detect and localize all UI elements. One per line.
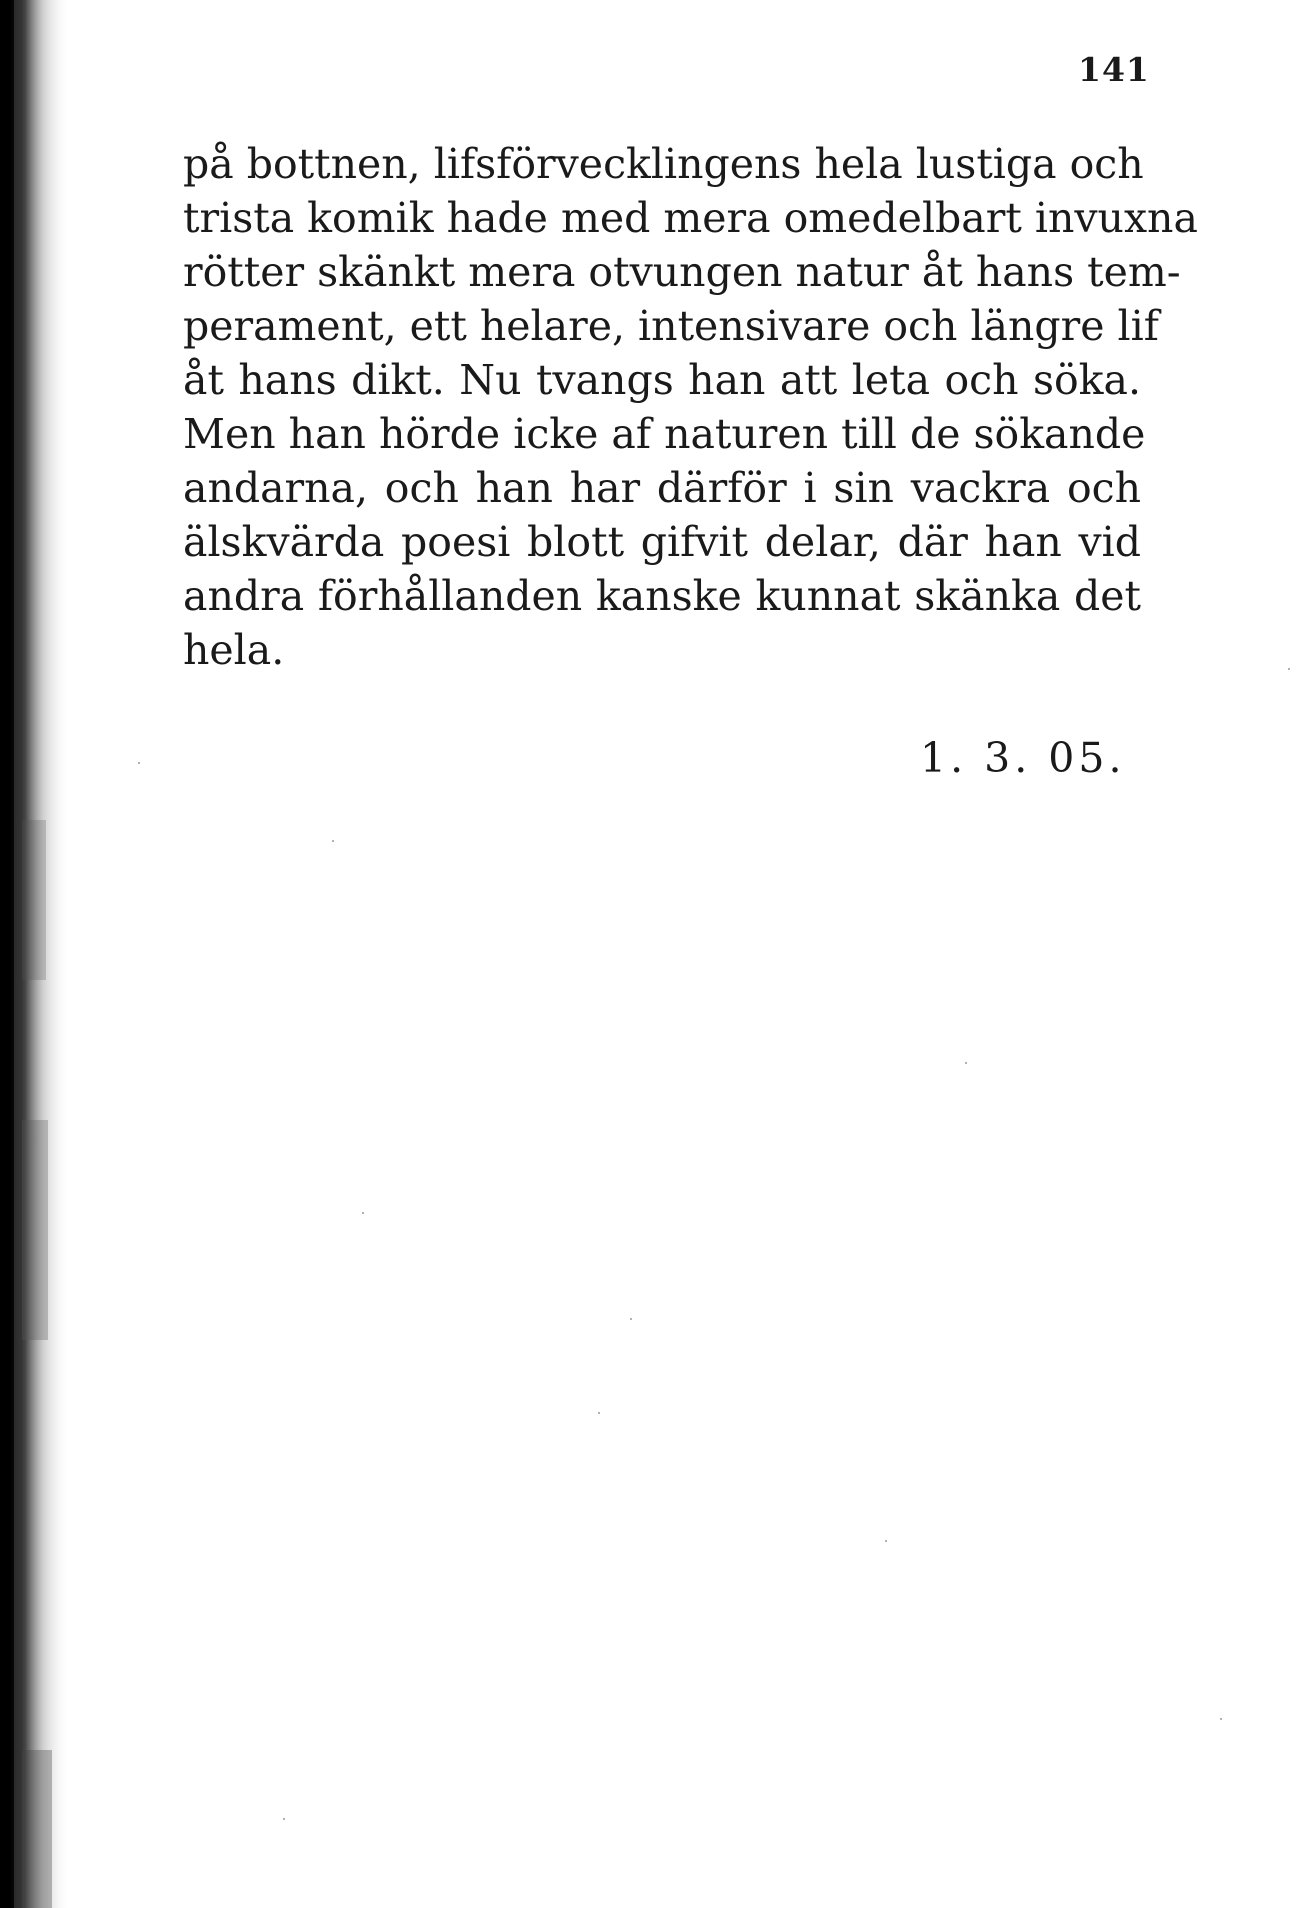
text-line: på bottnen, lifsförvecklingens hela lustiga och [183, 140, 1144, 188]
scan-speck [965, 1062, 967, 1064]
text-line: trista komik hade med mera omedelbart invuxna [183, 194, 1198, 242]
scan-speck [598, 1412, 600, 1414]
scan-speck [332, 840, 334, 842]
scan-speck [885, 1540, 887, 1542]
text-line: rötter skänkt mera otvungen natur åt hans tem- [183, 248, 1181, 296]
binding-edge-scan-shadow [0, 0, 70, 1908]
text-line: älskvärda poesi blott gifvit delar, där han vid [183, 518, 1141, 566]
text-line: Men han hörde icke af naturen till de sökande [183, 410, 1146, 458]
date-signature: 1. 3. 05. [920, 734, 1126, 782]
text-line: perament, ett helare, intensivare och längre lif [183, 302, 1159, 350]
scan-speck [1220, 1718, 1222, 1720]
scan-speck [283, 1818, 285, 1820]
text-line: hela. [183, 626, 285, 674]
scan-speck [362, 1212, 364, 1214]
scan-speck [1288, 668, 1290, 670]
scan-speck [630, 1318, 632, 1320]
text-line: åt hans dikt. Nu tvangs han att leta och söka. [183, 356, 1141, 404]
scan-speck [138, 762, 140, 764]
body-text [183, 137, 1198, 677]
text-line: andarna, och han har därför i sin vackra och [183, 464, 1141, 512]
page-number: 141 [1078, 50, 1150, 89]
text-line: andra förhållanden kanske kunnat skänka det [183, 572, 1141, 620]
